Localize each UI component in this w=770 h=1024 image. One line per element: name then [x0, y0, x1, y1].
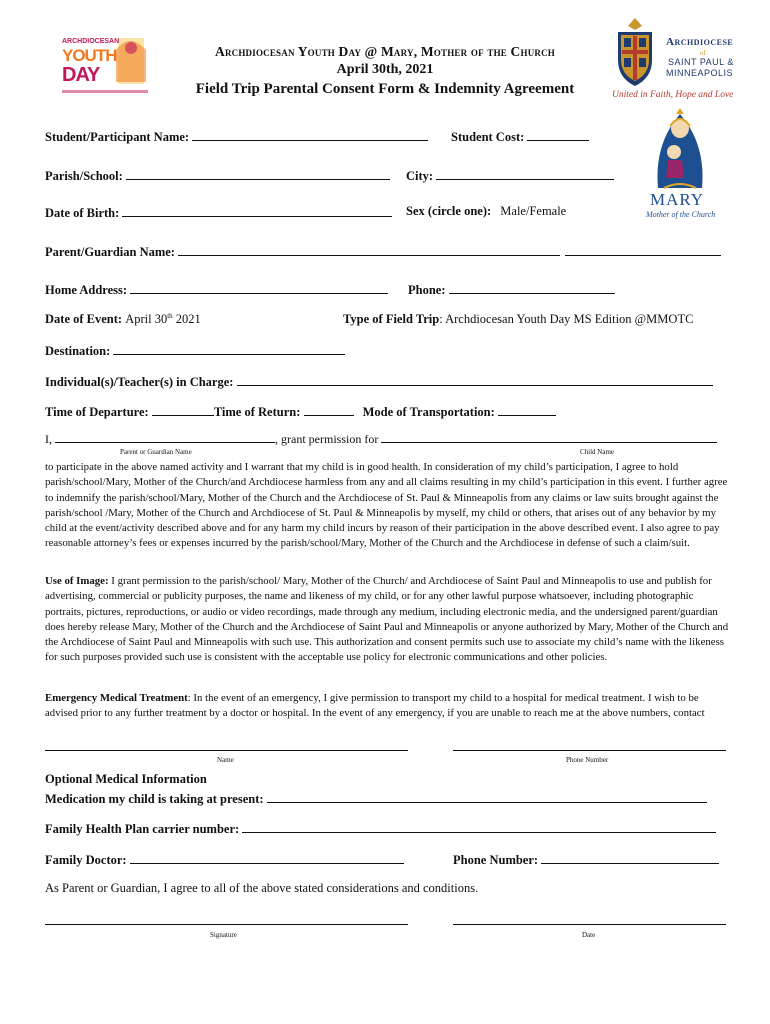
family-doctor-field[interactable] [130, 851, 404, 864]
transport-label: Mode of Transportation: [362, 405, 495, 419]
title-date: April 30th, 2021 [336, 62, 434, 77]
trip-type-value: : Archdiocesan Youth Day MS Edition @MMOTC [439, 312, 694, 326]
mary-logo-subtitle: Mother of the Church [646, 210, 716, 219]
transport-field[interactable] [498, 403, 556, 416]
use-of-image-paragraph [45, 574, 730, 666]
parent-name-label: Parent/Guardian Name: [45, 245, 175, 259]
city-label: City: [406, 169, 434, 183]
doctor-phone-row [453, 851, 719, 868]
youth-day-logo-line1: ARCHDIOCESAN [62, 38, 120, 45]
form-title [150, 44, 620, 98]
medical-heading: Optional Medical Information [45, 772, 207, 786]
permission-i: I, [45, 432, 52, 446]
parish-school-label: Parish/School: [45, 169, 123, 183]
student-cost-field[interactable] [527, 128, 589, 141]
return-field[interactable] [304, 403, 354, 416]
agreement-statement: As Parent or Guardian, I agree to all of the above stated considerations and conditions. [45, 881, 479, 895]
student-name-row [45, 128, 428, 145]
doctor-phone-field[interactable] [541, 851, 719, 864]
health-plan-field[interactable] [242, 820, 716, 833]
youth-day-logo-line3: DAY [62, 64, 100, 86]
use-of-image-label: Use of Image: [45, 575, 109, 587]
student-cost-row [451, 128, 589, 145]
teachers-row [45, 373, 713, 390]
teachers-field[interactable] [237, 373, 713, 386]
mary-icon [650, 104, 710, 190]
health-plan-row [45, 820, 716, 837]
medication-field[interactable] [267, 790, 707, 803]
date-of-event-row [45, 312, 201, 327]
archdiocese-logo-line1: Archdiocese [666, 36, 734, 48]
contact-name-caption: Name [217, 756, 234, 764]
return-label: Time of Return: [213, 405, 301, 419]
medication-row [45, 790, 707, 807]
city-row [406, 167, 614, 184]
times-row [45, 403, 556, 420]
child-name-field[interactable] [381, 430, 717, 443]
family-doctor-row [45, 851, 404, 868]
sex-label: Sex (circle one): [406, 204, 492, 218]
archdiocese-logo [612, 14, 762, 106]
teachers-label: Individual(s)/Teacher(s) in Charge: [45, 375, 234, 389]
doctor-phone-label: Phone Number: [453, 853, 539, 867]
student-name-field[interactable] [192, 128, 428, 141]
contact-name-line[interactable] [45, 750, 408, 751]
family-doctor-label: Family Doctor: [45, 853, 127, 867]
home-address-row [45, 281, 388, 298]
title-form-name: Field Trip Parental Consent Form & Indemnity Agreement [195, 81, 575, 97]
contact-phone-caption: Phone Number [566, 756, 609, 764]
dob-field[interactable] [122, 204, 392, 217]
mary-logo-name: MARY [650, 190, 705, 209]
trip-type-row [343, 312, 693, 327]
child-name-caption: Child Name [580, 448, 615, 456]
destination-field[interactable] [113, 342, 345, 355]
parish-school-field[interactable] [126, 167, 390, 180]
home-address-label: Home Address: [45, 283, 128, 297]
date-line[interactable] [453, 924, 726, 925]
mary-mother-logo [640, 104, 735, 224]
sex-options[interactable]: Male/Female [500, 204, 567, 218]
student-cost-label: Student Cost: [451, 130, 525, 144]
youth-day-logo [60, 30, 150, 100]
parent-name-field-2[interactable] [565, 243, 721, 256]
phone-row [408, 281, 615, 298]
archdiocese-logo-line4: MINNEAPOLIS [666, 68, 734, 78]
dob-label: Date of Birth: [45, 206, 120, 220]
parent-guardian-caption: Parent or Guardian Name [120, 448, 192, 456]
signature-caption: Signature [210, 931, 237, 939]
medication-label: Medication my child is taking at present: [45, 792, 264, 806]
date-of-event-value: April 30th 2021 [125, 312, 201, 327]
use-of-image-text: I grant permission to the parish/school/ Mary, Mother of the Church/ and Archdiocese of Saint Paul and Minneapolis to use and publish for advertising, commercial or publicity purposes, the name and likeness of my child, or for any other lawful purpose whatsoever, including photographic portraits, pictures, reproductions, or audio or video recordings, made through any medium, including electronic media, and the undersigned parent/guardian does hereby release Mary, Mother of the Church and the Archdiocese of Saint Paul and Minneapolis or anyone authorized by Mary, Mother of the Church and the Archdiocese of Saint Paul and Minneapolis with such use. This authorization and consent permits such use to associate my child’s name with the likeness for such purposes provided such use is consistent with the acceptable use policy for electronic communications and other policies. [45, 575, 729, 664]
student-name-label: Student/Participant Name: [45, 130, 190, 144]
archdiocese-crest-icon [612, 16, 658, 88]
destination-label: Destination: [45, 344, 111, 358]
sex-row [406, 204, 566, 219]
archdiocese-tagline: United in Faith, Hope and Love [612, 90, 734, 100]
contact-phone-line[interactable] [453, 750, 726, 751]
health-plan-label: Family Health Plan carrier number: [45, 822, 240, 836]
signature-line[interactable] [45, 924, 408, 925]
date-caption: Date [582, 931, 596, 939]
youth-day-logo-line2: YOUTH [62, 46, 117, 65]
dob-row [45, 204, 392, 221]
departure-label: Time of Departure: [45, 405, 149, 419]
permission-grant-text: , grant permission for [275, 432, 379, 446]
home-address-field[interactable] [130, 281, 388, 294]
archdiocese-logo-line2: of [700, 49, 706, 57]
parent-name-field[interactable] [178, 243, 560, 256]
phone-field[interactable] [449, 281, 615, 294]
parent-guardian-name-field[interactable] [55, 430, 275, 443]
city-field[interactable] [436, 167, 614, 180]
archdiocese-logo-line3: SAINT PAUL & [668, 57, 734, 67]
destination-row [45, 342, 345, 359]
departure-field[interactable] [152, 403, 214, 416]
emergency-text: : In the event of an emergency, I give permission to transport my child to a hospital for medical treatment. I wish to be advised prior to any further treatment by a doctor or hospital. In the event of any emergency, if you are unable to reach me at the above numbers, contact [45, 692, 705, 720]
phone-label: Phone: [408, 283, 446, 297]
title-event: Archdiocesan Youth Day @ Mary, Mother of the Church [215, 44, 555, 59]
emergency-label: Emergency Medical Treatment [45, 692, 188, 704]
date-of-event-label: Date of Event: [45, 312, 123, 327]
consent-paragraph: to participate in the above named activity and I warrant that my child is in good health. In consideration of my child’s participation, I agree to hold parish/school/Mary, Mother of the Church/and Archdiocese harmless from any and all claims resulting in my child’s participation in this event. I further agree to indemnify the parish/school/Mary, Mother of the Church and the Archdiocese of St. Paul & Minneapolis from any claims or law suits brought against the parish/school /Mary, Mother of the Church and Archdiocese of St. Paul & Minneapolis by myself, my child or others, that arises out of any behavior by my child at the event/activity described above and for any harm my child incurs by reason of their participation in the above described event. I also agree to pay reasonable attorney’s fees or expenses incurred by the parish/school/Mary, Mother of the Church and the Archdiocese in defense of such a claim/suit. [45, 461, 728, 550]
trip-type-label: Type of Field Trip [343, 312, 440, 326]
parish-school-row [45, 167, 390, 184]
permission-row [45, 430, 717, 447]
parent-name-row [45, 243, 721, 260]
emergency-paragraph [45, 691, 730, 722]
